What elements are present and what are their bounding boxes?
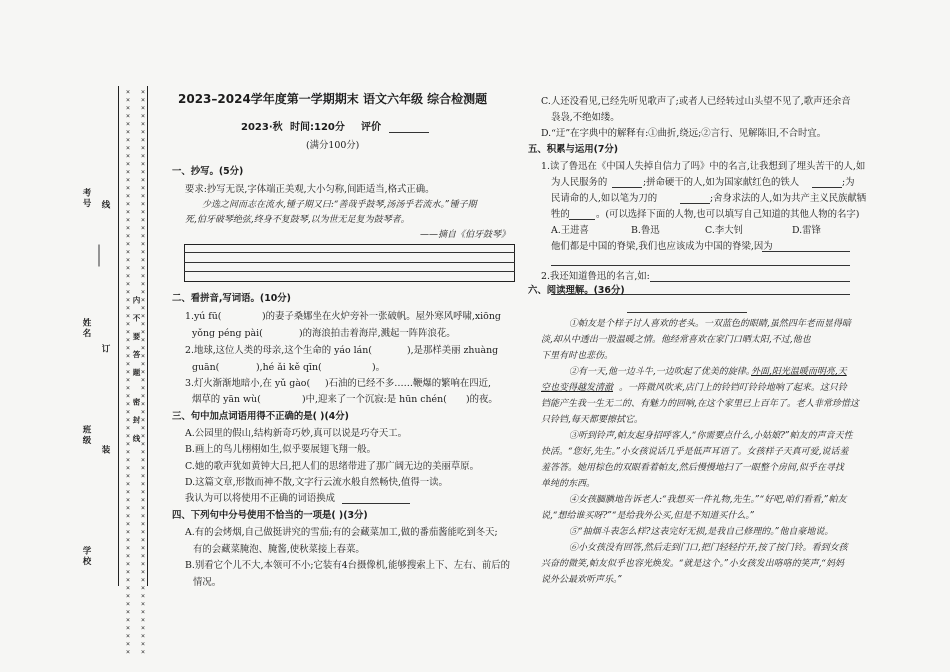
s6-p2e: 铛能产生我一生无二的、有魅力的回响,在这个家里已上百年了。老人非常珍惜这 — [541, 399, 859, 409]
s6-p1a: ①帕友是个样子讨人喜欢的老头。一双蓝色的眼睛,虽然四年老而显得暗 — [569, 319, 851, 329]
s5-q1a: 1.读了鲁迅在《中国人失掉自信力了吗》中的名言,让我想到了埋头苦干的人,如 — [541, 161, 866, 172]
exam-eval: 评价 — [361, 122, 381, 133]
label-xian: 线 — [100, 200, 110, 211]
s1-p1: 少选之间而志在流水,锺子期又曰:“善哉乎鼓琴,汤汤乎若流水。”锺子期 — [202, 200, 477, 210]
s5-q1f: ;舍身求法的人,如为共产主义民族献牺 — [710, 193, 867, 204]
s2-l4b: ),hé ǎi kě qīn( — [256, 362, 322, 373]
s4-d: D.“迂”在字典中的解释有:①曲折,绕远;②言行、见解陈旧,不合时宜。 — [541, 128, 827, 139]
exam-full-score: (满分100分) — [306, 140, 360, 151]
s5-q1c: ;拼命硬干的人,如为国家献红色的铁人 — [643, 177, 800, 188]
s3-replace: 我认为可以将使用不正确的词语换成 — [185, 493, 336, 504]
s6-p4b: 说,“想给谁买呀?”“是给我外公买,但是不知道买什么。” — [541, 511, 755, 521]
s1-p2: 死,伯牙破琴绝弦,终身不复鼓琴,以为世无足复为鼓琴者。 — [185, 215, 410, 225]
s6-p4a: ④女孩腼腆地告诉老人:“我想买一件礼物,先生。”“好吧,咱们看看,”帕友 — [569, 495, 847, 505]
s2-l2b: )的海浪拍击着海岸,溅起一阵阵浪花。 — [299, 328, 456, 339]
s1-req: 要求:抄写无误,字体端正美观,大小匀称,间距适当,格式正确。 — [185, 184, 435, 195]
s5-blank-2[interactable] — [812, 187, 842, 188]
s3-answer-line[interactable] — [342, 503, 410, 504]
binding-crosses-left: ××××××××××××××××××××××××××××××××××××××××××××××××××××××××××××××××××××××× — [124, 88, 132, 656]
s5-q1b: 为人民服务的 — [551, 177, 608, 188]
copy-grid-line-2 — [184, 262, 515, 263]
s6-title: 六、阅读理解。(36分) — [528, 285, 625, 296]
eval-line — [389, 132, 429, 133]
s6-p2f: 只铃铛,每天都要擦拭它。 — [541, 415, 643, 425]
s3-option-a: A.公园里的假山,结构新奇巧妙,真可以说是巧夺天工。 — [185, 428, 407, 439]
s3-option-b: B.画上的鸟儿栩栩如生,似乎要展翅飞翔一般。 — [185, 444, 376, 455]
s6-p3d: 单纯的东西。 — [541, 479, 596, 489]
s6-p2a: ②有一天,他一边斗牛,一边吹起了优美的旋律。 — [569, 367, 755, 377]
notice-no-answer: 内 不 要 答 题 — [132, 296, 141, 380]
s6-p6b: 兴奋的微笑,帕友似乎也容光焕发。“就是这个。”小女孩发出咯咯的笑声,“妈妈 — [541, 559, 845, 569]
copy-grid-line-3 — [184, 271, 515, 272]
s6-p6a: ⑥小女孩没有回答,然后走到门口,把门轻轻拧开,按了按门铃。看到女孩 — [569, 543, 848, 553]
label-xingming: 姓名 — [81, 318, 91, 339]
s5-option-d: D.雷锋 — [792, 225, 821, 236]
s2-l6a: 烟草的 yān wù( — [192, 394, 261, 405]
s6-p6c: 说外公最欢听声乐。” — [541, 575, 623, 585]
s5-q1d: ;为 — [842, 177, 855, 188]
s1-title: 一、抄写。(5分) — [172, 166, 244, 177]
exam-term: 2023·秋 — [241, 122, 283, 133]
s5-blank-3[interactable] — [680, 203, 710, 204]
s5-answer-line-2[interactable] — [551, 265, 850, 266]
s2-l4a: guān( — [192, 362, 220, 373]
s2-title: 二、看拼音,写词语。(10分) — [172, 293, 291, 304]
s5-q1g: 牲的 — [551, 209, 570, 220]
s3-option-d: D.这篇文章,形散而神不散,文字行云流水般自然畅快,值得一读。 — [185, 477, 448, 488]
binding-crosses-right: ××××××××××××××××××××××××××××××××××××××××××××××××××××××××××××××××××××××× — [139, 88, 147, 656]
s6-p2d: 。一阵微风吹来,店门上的铃铛叮铃铃地响了起来。这只铃 — [619, 383, 847, 393]
copy-grid[interactable] — [184, 244, 515, 282]
s2-l5b: )石油的已经不多……鞭爆的繁响在四近, — [325, 378, 492, 389]
s5-q1i: 他们都是中国的脊梁,我们也应该成为中国的脊梁,因为 — [551, 241, 773, 252]
label-zhuang: 装 — [100, 445, 110, 456]
s1-source: ——摘自《伯牙鼓琴》 — [420, 230, 511, 240]
notice-seal-line: 密 封 线 — [132, 398, 141, 446]
s4-a2: 有的会藏菜腌泡、腌酱,使秋菜接上春菜。 — [193, 544, 365, 555]
s2-l3a: 2.地球,这位人类的母亲,这个生命的 yáo lán( — [185, 345, 372, 356]
s4-title: 四、下列句中分号使用不恰当的一项是( )(3分) — [172, 510, 368, 521]
s6-p3c: 羞答答。她用棕色的双眼看着帕友,然后慢慢地扫了一眼整个房间,似乎在寻找 — [541, 463, 844, 473]
s4-c1: C.人还没看见,已经先听见歌声了;或者人已经转过山头望不见了,歌声还余音 — [541, 96, 851, 107]
binding-line-outer — [118, 86, 119, 586]
s5-answer-line-1[interactable] — [762, 251, 850, 252]
exam-title: 2023–2024学年度第一学期期末 语文六年级 综合检测题 — [178, 92, 488, 106]
s5-q1h: 。(可以选择下面的人物,也可以填写自己知道的其他人物的名字) — [596, 209, 860, 220]
s5-q1e: 民请命的人,如以笔为刀的 — [551, 193, 658, 204]
s6-p1c: 下里有时也悲伤。 — [541, 351, 614, 361]
s2-l4c: )。 — [372, 362, 386, 373]
label-ding: 订 — [100, 344, 110, 355]
s5-title: 五、积累与运用(7分) — [528, 144, 619, 155]
s6-p3a: ③听到铃声,帕友起身招呼客人,“你需要点什么,小姑娘?”帕友的声音天性 — [569, 431, 853, 441]
s5-blank-1[interactable] — [612, 187, 642, 188]
copy-grid-line-1 — [184, 252, 515, 253]
s2-l1b: )的妻子桑娜坐在火炉旁补一张破帆。屋外寒风呼啸,xiōng — [262, 311, 501, 322]
s2-l1a: 1.yú fū( — [185, 311, 222, 322]
s5-option-b: B.鲁迅 — [631, 225, 660, 236]
s6-p1b: 淡,却从中透出一股温暖之情。他经常喜欢在家门口晒太阳,不过,他也 — [541, 335, 811, 345]
s2-l6c: )的夜。 — [466, 394, 498, 405]
s6-p2c-underlined: 空也变得越发清澈 — [541, 383, 614, 393]
exam-time: 时间:120分 — [290, 122, 345, 133]
s4-c2: 袅袅,不绝如缕。 — [551, 112, 620, 123]
s5-option-c: C.李大钊 — [705, 225, 743, 236]
binding-line-inner — [147, 86, 148, 586]
s2-l3b: ),是那样美丽 zhuàng — [407, 345, 499, 356]
kaohao-line — [99, 245, 100, 267]
s5-blank-4[interactable] — [569, 219, 595, 220]
s6-p5: ⑤“抽烟斗表怎么样?这表完好无损,是我自己修理的。”他自豪地说。 — [569, 527, 834, 537]
s5-option-a: A.王进喜 — [551, 225, 589, 236]
s2-l2a: yǒng péng pài( — [192, 328, 263, 339]
s5-q2-line-1[interactable] — [650, 281, 850, 282]
s6-p3b: 快活。“您好,先生。”小女孩说话几乎是低声耳语了。女孩样子天真可爱,说话羞 — [541, 447, 849, 457]
s5-q2: 2.我还知道鲁迅的名言,如: — [541, 271, 650, 282]
s4-b1: B.别看它个儿不大,本领可不小;它装有4台摄像机,能够搜索上下、左右、前后的 — [185, 560, 510, 571]
s6-p2b-underlined: 外面,阳光温暖而明亮,天 — [751, 367, 847, 377]
s4-a1: A.有的会烤烟,自己做挺讲究的雪茄;有的会藏菜加工,做的番茄酱能吃到冬天; — [185, 527, 498, 538]
s6-passage-title-line[interactable] — [627, 312, 747, 313]
s3-title: 三、句中加点词语用得不正确的是( )(4分) — [172, 411, 349, 422]
label-banji: 班级 — [81, 425, 91, 446]
s2-l5a: 3.灯火渐渐地暗小,在 yǔ gào( — [185, 378, 311, 389]
s4-b2: 情况。 — [193, 577, 222, 588]
label-xuexiao: 学校 — [81, 546, 91, 567]
label-kaohao: 考号 — [81, 188, 91, 209]
s2-l6b: )中,迎来了一个沉寂:是 hūn chén( — [302, 394, 447, 405]
s3-option-c: C.她的歌声犹如黄钟大吕,把人们的思绪带进了那广阔无边的美丽草原。 — [185, 461, 480, 472]
